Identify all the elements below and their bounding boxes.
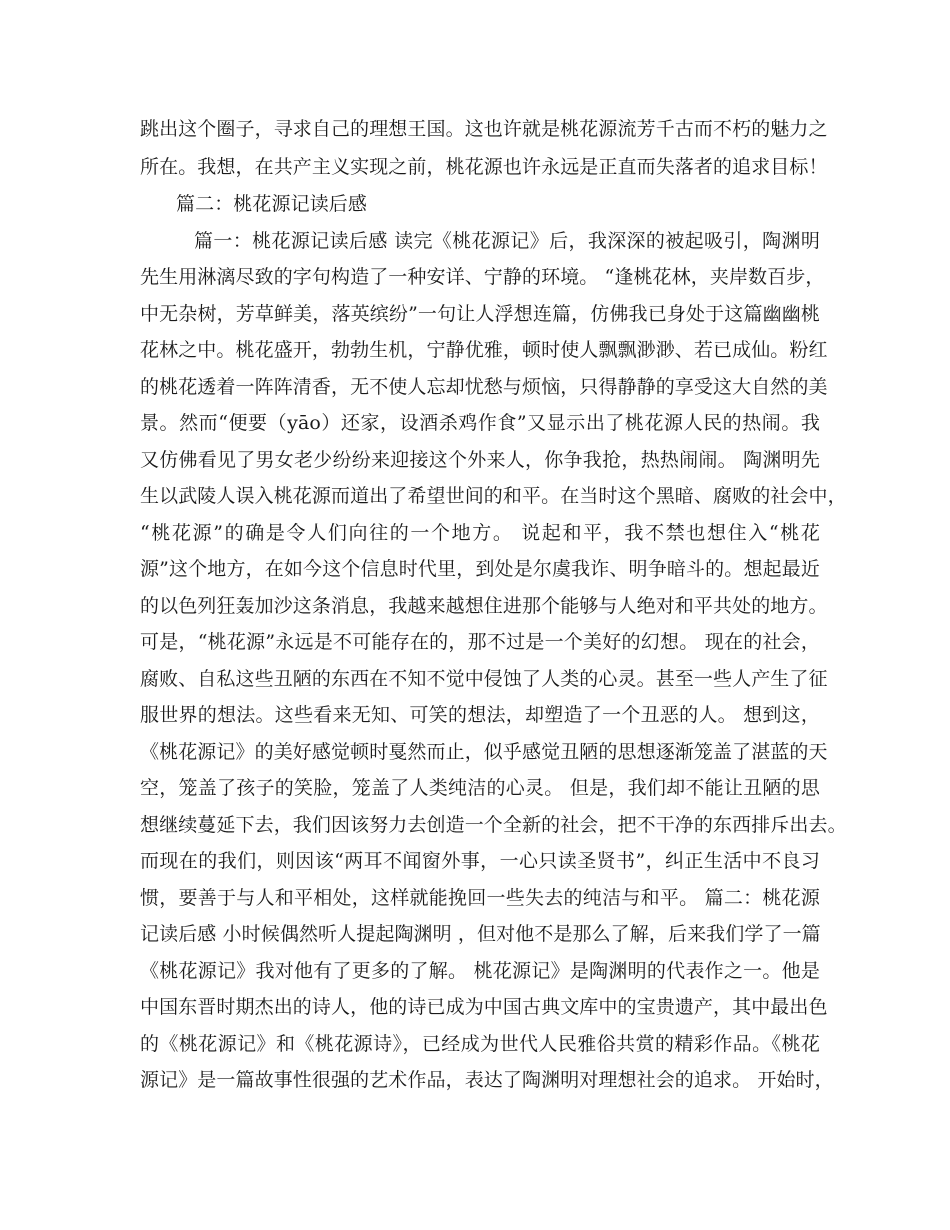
body-line: 可是，“桃花源”永远是不可能存在的，那不过是一个美好的幻想。 现在的社会， (140, 631, 820, 653)
body-line: 《桃花源记》的美好感觉顿时戛然而止，似乎感觉丑陋的思想逐渐笼盖了湛蓝的天 (140, 741, 828, 763)
body-line: 跳出这个圈子，寻求自己的理想王国。这也许就是桃花源流芳千古而不朽的魅力之 (140, 118, 828, 140)
body-line: 中无杂树，芳草鲜美，落英缤纷”一句让人浮想连篇，仿佛我已身处于这篇幽幽桃 (140, 303, 820, 325)
body-line: 中国东晋时期杰出的诗人，他的诗已成为中国古典文库中的宝贵遗产，其中最出色 (140, 996, 828, 1018)
body-line: 又仿佛看见了男女老少纷纷来迎接这个外来人，你争我抢，热热闹闹。 陶渊明先 (140, 449, 820, 471)
body-line: 服世界的想法。这些看来无知、可笑的想法，却塑造了一个丑恶的人。 想到这， (140, 704, 820, 726)
body-line: 惯，要善于与人和平相处，这样就能挽回一些失去的纯洁与和平。 篇二：桃花源 (140, 887, 820, 909)
body-line: 景。然而“便要（yāo）还家，设酒杀鸡作食”又显示出了桃花源人民的热闹。我 (140, 412, 820, 434)
body-line: 所在。我想，在共产主义实现之前，桃花源也许永远是正直而失落者的追求目标！ (140, 156, 828, 178)
body-line: “桃花源”的确是令人们向往的一个地方。 说起和平，我不禁也想住入“桃花 (140, 522, 820, 544)
section-heading: 篇二：桃花源记读后感 (176, 193, 368, 215)
body-line: 的以色列狂轰加沙这条消息，我越来越想住进那个能够与人绝对和平共处的地方。 (140, 595, 828, 617)
body-line: 而现在的我们，则因该“两耳不闻窗外事，一心只读圣贤书”，纠正生活中不良习 (140, 850, 820, 872)
body-line: 篇一：桃花源记读后感 读完《桃花源记》后，我深深的被起吸引，陶渊明 (194, 230, 820, 252)
body-line: 的桃花透着一阵阵清香，无不使人忘却忧愁与烦恼，只得静静的享受这大自然的美 (140, 376, 828, 398)
body-line: 先生用淋漓尽致的字句构造了一种安详、宁静的环境。 “逢桃花林，夹岸数百步， (140, 266, 825, 288)
body-line: 源记》是一篇故事性很强的艺术作品，表达了陶渊明对理想社会的追求。 开始时， (140, 1069, 834, 1091)
body-line: 源”这个地方，在如今这个信息时代里，到处是尔虞我诈、明争暗斗的。想起最近 (140, 558, 820, 580)
body-line: 记读后感 小时候偶然听人提起陶渊明 ，但对他不是那么了解，后来我们学了一篇 (140, 923, 821, 945)
body-line: 空，笼盖了孩子的笑脸，笼盖了人类纯洁的心灵。 但是，我们却不能让丑陋的思 (140, 777, 820, 799)
body-line: 花林之中。桃花盛开，勃勃生机，宁静优雅，顿时使人飘飘渺渺、若已成仙。粉红 (140, 339, 828, 361)
body-line: 想继续蔓延下去，我们因该努力去创造一个全新的社会，把不干净的东西排斥出去。 (140, 814, 847, 836)
body-line: 《桃花源记》我对他有了更多的了解。 桃花源记》是陶渊明的代表作之一。他是 (140, 960, 820, 982)
body-line: 腐败、自私这些丑陋的东西在不知不觉中侵蚀了人类的心灵。甚至一些人产生了征 (140, 668, 828, 690)
body-line: 生以武陵人误入桃花源而道出了希望世间的和平。在当时这个黑暗、腐败的社会中， (140, 485, 847, 507)
body-line: 的《桃花源记》和《桃花源诗》，已经成为世代人民雅俗共赏的精彩作品。《桃花 (140, 1033, 820, 1055)
